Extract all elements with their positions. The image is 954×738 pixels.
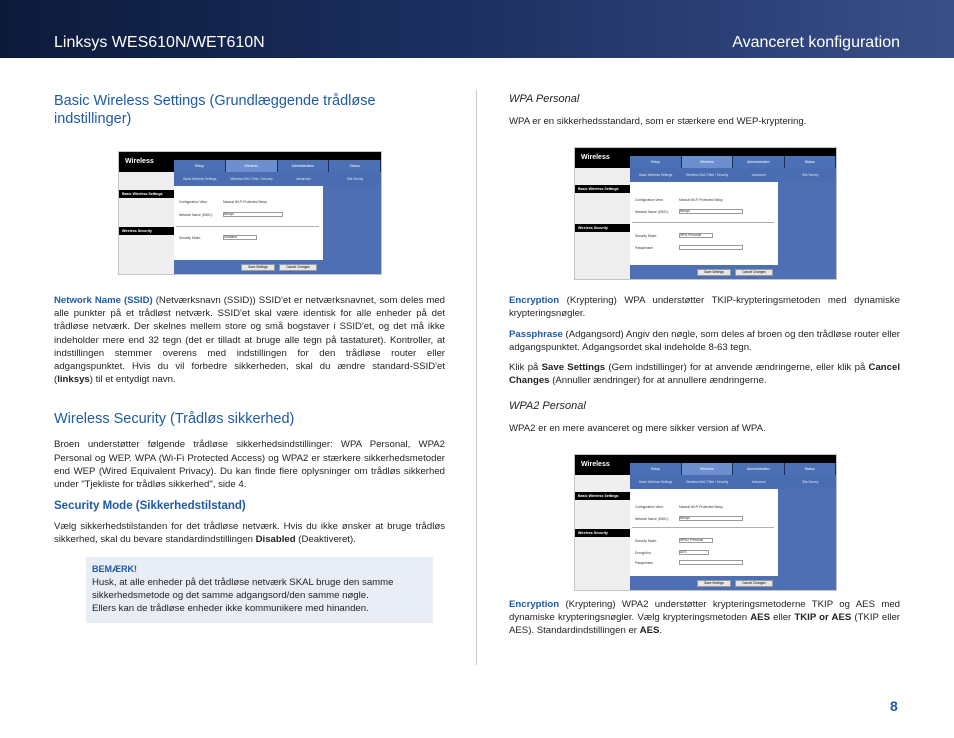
- passphrase-label: Passphrase:: [635, 246, 654, 250]
- side-label-security: Wireless Security: [575, 224, 630, 232]
- security-mode-text-end: (Deaktiveret).: [295, 534, 356, 546]
- note-box: [86, 557, 433, 624]
- cancel-changes-button[interactable]: Cancel Changes: [735, 580, 773, 587]
- encryption-paragraph: [509, 294, 900, 320]
- tab-status[interactable]: Status: [329, 160, 381, 172]
- screenshot-sidebar: [575, 168, 630, 279]
- encryption2-text: (TKIP eller AES). Standardindstillingen er: [509, 611, 900, 637]
- config-view-radios[interactable]: Manual Wi-Fi Protected Setup: [679, 505, 723, 509]
- subtab-survey[interactable]: Site Survey: [802, 480, 819, 484]
- screenshot-logo: Wireless: [581, 461, 610, 468]
- side-label-basic: Basic Wireless Settings: [119, 190, 174, 198]
- cancel-changes-button[interactable]: Cancel Changes: [279, 264, 317, 271]
- subtab-basic[interactable]: Basic Wireless Settings: [639, 480, 673, 484]
- tab-status[interactable]: Status: [785, 463, 837, 475]
- tab-wireless[interactable]: Wireless: [226, 160, 278, 172]
- tab-setup[interactable]: Setup: [630, 463, 682, 475]
- security-mode-text: Vælg sikkerhedstilstanden for det trådløse netværk. Hvis du ikke ønsker at bruge trådløs sikkerhed, skal du bevare standardindstillingen: [54, 521, 445, 546]
- ssid-input[interactable]: linksys: [679, 209, 743, 214]
- network-name-text-end: ) til et entydigt navn.: [89, 374, 176, 386]
- security-mode-label: Security Mode:: [635, 234, 657, 238]
- screenshot-logo: Wireless: [581, 154, 610, 161]
- screenshot-separator: [176, 226, 319, 227]
- tkip-or-aes-term: TKIP or AES: [794, 611, 852, 623]
- subtab-survey[interactable]: Site Survey: [346, 177, 364, 181]
- screenshot-help-panel: [323, 186, 381, 274]
- tab-wireless[interactable]: Wireless: [682, 463, 734, 475]
- encryption2-text: eller: [769, 611, 795, 623]
- wpa2-screenshot: [574, 454, 837, 591]
- aes-term: AES: [750, 611, 770, 623]
- click-text: (Gem indstillinger) for at anvende ændringerne, eller klik på: [605, 362, 869, 374]
- subtab-advanced[interactable]: Advanced: [296, 177, 311, 181]
- network-name-term: Network Name (SSID): [54, 295, 153, 306]
- screenshot-subtabs: [630, 168, 836, 182]
- note-line: Ellers kan de trådløse enheder ikke kommunikere med hinanden.: [92, 603, 369, 615]
- encryption2-text: .: [659, 625, 663, 637]
- tab-administration[interactable]: Administration: [733, 156, 785, 168]
- screenshot-tabs: [630, 463, 836, 475]
- wpa2-paragraph: WPA2 er en mere avanceret og mere sikker version af WPA.: [509, 423, 766, 435]
- encryption-text: (Kryptering) WPA understøtter TKIP-krypteringsmetoden med dynamiske krypteringsnøgler.: [509, 295, 900, 320]
- ssid-label: Network Name (SSID):: [179, 213, 213, 217]
- disabled-default: Disabled: [255, 534, 296, 546]
- passphrase-paragraph: [509, 328, 900, 354]
- encryption2-paragraph: [509, 598, 900, 638]
- screenshot-help-panel: [778, 489, 836, 590]
- network-name-text: (Netværksnavn (SSID)) SSID'et er netværksnavnet, som deles med alle punkter på et trådløst netværk. SSID'et skal være identisk for alle enheder på det trådløse netværk. Der skelnes mellem store og små bogstaver i SSID'et, og det må ikke indeholder mere end 32 tegn (det er tilladt at bruge alle tegn på tastaturet). Kontroller, at indstillingen stemmer overens med indstillingen for den trådløse router eller adgangspunktet. Hvis du vil forbedre sikkerheden, skal du ændre standard-SSID'et (: [54, 295, 446, 386]
- screenshot-separator: [632, 527, 774, 528]
- note-title: BEMÆRK!: [92, 563, 137, 574]
- config-view-label: Configuration View:: [179, 200, 208, 204]
- security-mode-select[interactable]: Disabled: [223, 235, 257, 240]
- save-settings-button[interactable]: Save Settings: [697, 269, 731, 276]
- encryption-term: Encryption: [509, 295, 560, 307]
- ssid-label: Network Name (SSID):: [635, 517, 669, 521]
- product-title: Linksys WES610N/WET610N: [54, 34, 265, 51]
- security-mode-select[interactable]: WPA2 Personal: [679, 538, 713, 543]
- subtab-security[interactable]: Wireless MAC Filter / Security: [230, 177, 273, 181]
- screenshot-sidebar: [575, 475, 630, 590]
- basic-wireless-screenshot: [118, 151, 382, 275]
- screenshot-footer: [630, 265, 778, 279]
- passphrase-text: (Adgangsord) Angiv den nøgle, som deles af broen og den trådløse router eller adgangspunktet. Adgangsordet skal indeholde 8-63 tegn.: [509, 328, 900, 353]
- encryption-select[interactable]: AES: [679, 550, 709, 555]
- tab-administration[interactable]: Administration: [278, 160, 330, 172]
- click-paragraph: [509, 361, 900, 387]
- wireless-security-paragraph: Broen understøtter følgende trådløse sikkerhedsindstillinger: WPA Personal, WPA2 Personal og WEP. WPA (Wi-Fi Protected Access) og WPA2 er stærkere sikkerhedsmetoder end WEP (Wired Equivalent Privacy). Du kan finde flere oplysninger om trådløs sikkerhed under "Tjekliste for trådløs sikkerhed", side 4.: [54, 439, 445, 491]
- column-divider: [476, 90, 477, 665]
- config-view-radios[interactable]: Manual Wi-Fi Protected Setup: [223, 200, 267, 204]
- config-view-radios[interactable]: Manual Wi-Fi Protected Setup: [679, 198, 723, 202]
- screenshot-sidebar: [119, 172, 174, 274]
- security-mode-label: Security Mode:: [635, 539, 657, 543]
- cancel-changes-term: Cancel Changes: [509, 362, 900, 387]
- wpa-heading: WPA Personal: [509, 93, 580, 105]
- screenshot-subtabs: [630, 475, 836, 489]
- config-view-label: Configuration View:: [635, 198, 664, 202]
- save-settings-button[interactable]: Save Settings: [241, 264, 275, 271]
- ssid-input[interactable]: linksys: [223, 212, 283, 217]
- screenshot-tabs: [630, 156, 836, 168]
- screenshot-footer: [174, 260, 323, 274]
- security-mode-paragraph: [54, 520, 445, 546]
- passphrase-input[interactable]: [679, 560, 743, 565]
- passphrase-term: Passphrase: [509, 328, 563, 340]
- side-label-basic: Basic Wireless Settings: [575, 492, 630, 500]
- screenshot-logo: Wireless: [125, 158, 154, 165]
- ssid-label: Network Name (SSID):: [635, 210, 669, 214]
- tab-setup[interactable]: Setup: [630, 156, 682, 168]
- encryption2-term: Encryption: [509, 598, 560, 610]
- tab-setup[interactable]: Setup: [174, 160, 226, 172]
- subtab-security[interactable]: Wireless MAC Filter / Security: [686, 480, 729, 484]
- aes-default: AES: [639, 625, 660, 637]
- subtab-basic[interactable]: Basic Wireless Settings: [639, 173, 673, 177]
- click-text: Klik på: [509, 362, 542, 374]
- tab-administration[interactable]: Administration: [733, 463, 785, 475]
- wireless-security-heading: Wireless Security (Trådløs sikkerhed): [54, 411, 295, 428]
- linksys-default: linksys: [57, 374, 90, 386]
- tab-wireless[interactable]: Wireless: [682, 156, 734, 168]
- subtab-advanced[interactable]: Advanced: [751, 480, 766, 484]
- subtab-advanced[interactable]: Advanced: [751, 173, 766, 177]
- security-mode-heading: Security Mode (Sikkerhedstilstand): [54, 500, 246, 513]
- note-line: sikkerhedsmetode og det samme adgangsord/den samme nøgle.: [92, 590, 369, 602]
- wpa2-heading: WPA2 Personal: [509, 400, 586, 413]
- screenshot-tabs: [174, 160, 381, 172]
- save-settings-button[interactable]: Save Settings: [697, 580, 731, 587]
- screenshot-help-panel: [778, 182, 836, 279]
- click-text: (Annuller ændringer) for at annullere ændringerne.: [549, 375, 767, 387]
- subtab-security[interactable]: Wireless MAC Filter / Security: [686, 173, 729, 177]
- basic-wireless-heading: Basic Wireless Settings (Grundlæggende trådløse indstillinger): [54, 93, 376, 127]
- side-label-security: Wireless Security: [119, 227, 174, 235]
- chapter-title: Avanceret konfiguration: [732, 34, 900, 51]
- page-header: [0, 0, 954, 58]
- passphrase-label: Passphrase:: [635, 561, 654, 565]
- security-mode-label: Security Mode:: [179, 236, 201, 240]
- screenshot-footer: [630, 576, 778, 590]
- subtab-survey[interactable]: Site Survey: [802, 173, 819, 177]
- wpa-paragraph: WPA er en sikkerhedsstandard, som er stærkere end WEP-kryptering.: [509, 116, 807, 127]
- side-label-security: Wireless Security: [575, 529, 630, 537]
- side-label-basic: Basic Wireless Settings: [575, 185, 630, 193]
- encryption2-text: (Kryptering) WPA2 understøtter krypteringsmetoderne TKIP og AES med dynamiske krypteringsnøgler. Vælg krypteringsmetoden: [509, 598, 900, 623]
- network-name-paragraph: [54, 294, 445, 386]
- subtab-basic[interactable]: Basic Wireless Settings: [183, 177, 217, 181]
- page-number: 8: [890, 698, 898, 714]
- tab-status[interactable]: Status: [785, 156, 837, 168]
- wpa-screenshot: [574, 147, 837, 280]
- ssid-input[interactable]: linksys: [679, 516, 743, 521]
- screenshot-separator: [632, 222, 774, 223]
- save-settings-term: Save Settings: [541, 362, 606, 374]
- cancel-changes-button[interactable]: Cancel Changes: [735, 269, 773, 276]
- security-mode-select[interactable]: WPA Personal: [679, 233, 713, 238]
- screenshot-subtabs: [174, 172, 381, 186]
- encryption-label: Encryption:: [635, 551, 652, 555]
- passphrase-input[interactable]: [679, 245, 743, 250]
- config-view-label: Configuration View:: [635, 505, 664, 509]
- note-line: Husk, at alle enheder på det trådløse netværk SKAL bruge den samme: [92, 576, 394, 588]
